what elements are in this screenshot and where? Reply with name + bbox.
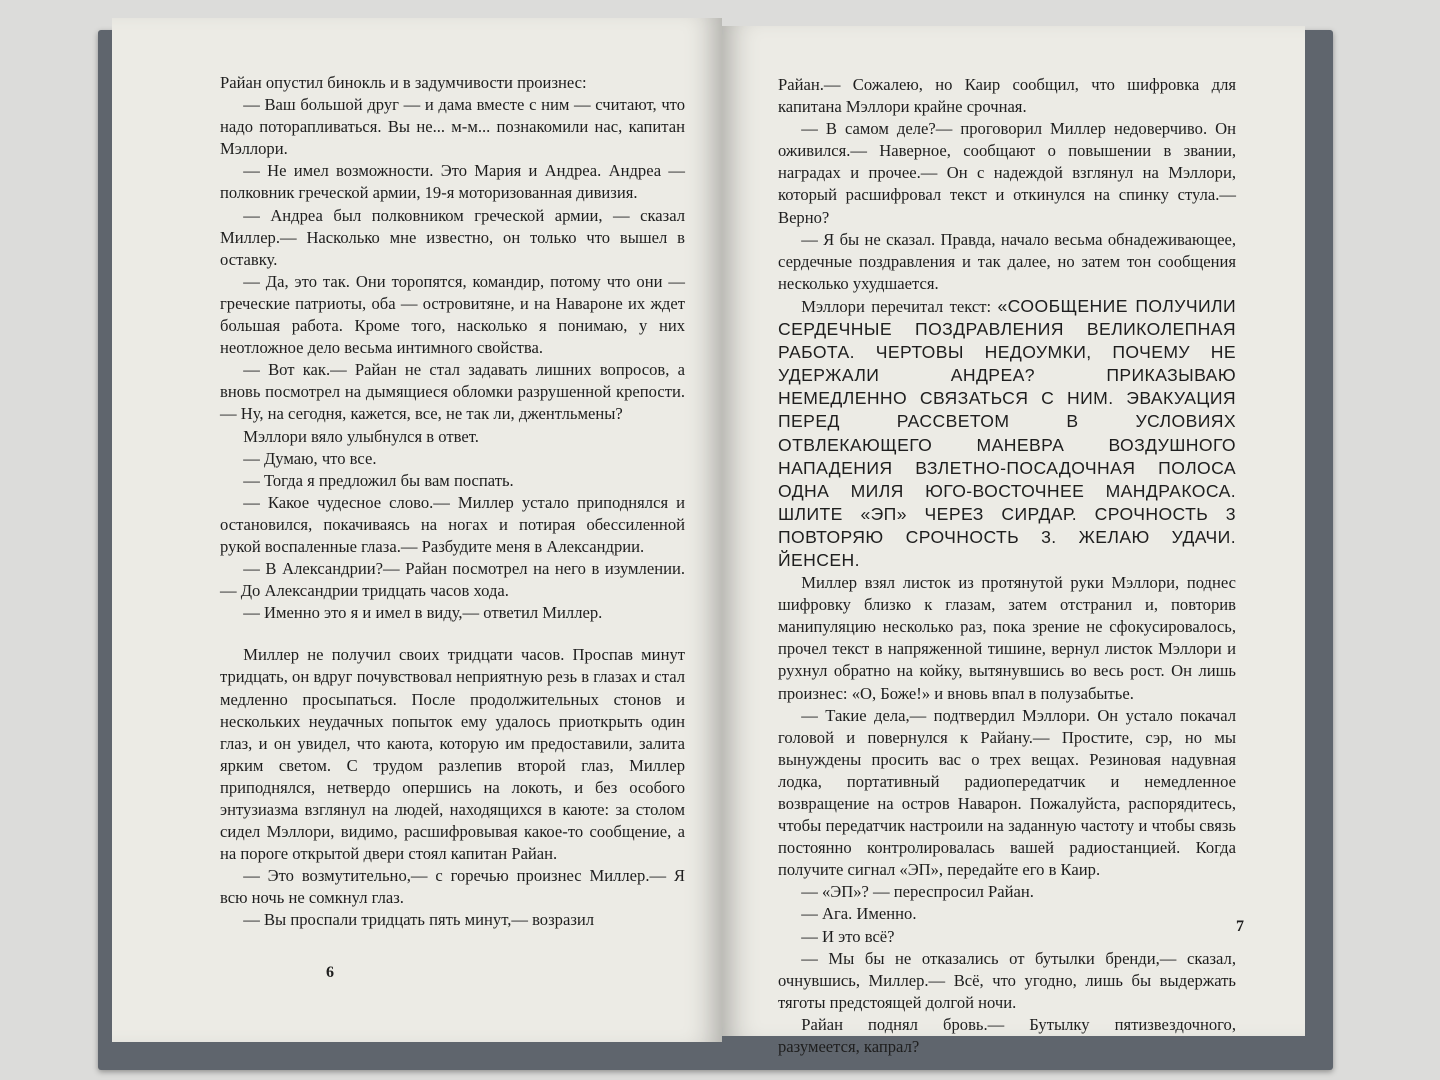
paragraph: — Такие дела,— подтвердил Мэллори. Он устало покачал головой и повернулся к Райану.— Простите, сэр, но мы вынуждены просить вас о трех вещах. Резиновая надувная лодка, портативный радиопередатчик и немедленное возвращение на остров Наварон. Пожалуйста, распорядитесь, чтобы передатчик настроили на заданную частоту и чтобы связь постоянно контролировалась вашей радиостанцией. Когда получите сигнал «ЭП», передайте его в Каир. — [778, 705, 1236, 880]
paragraph: — Ага. Именно. — [801, 904, 917, 924]
paragraph: — Андреа был полковником греческой армии, — сказал Миллер.— Насколько мне известно, он только что вышел в оставку. — [220, 205, 685, 269]
telegram-text: «СООБЩЕНИЕ ПОЛУЧИЛИ СЕРДЕЧНЫЕ ПОЗДРАВЛЕНИЯ ВЕЛИКОЛЕПНАЯ РАБОТА. ЧЕРТОВЫ НЕДОУМКИ, ПОЧЕМУ НЕ УДЕРЖАЛИ АНДРЕА? ПРИКАЗЫВАЮ НЕМЕДЛЕННО СВЯЗАТЬСЯ С НИМ. ЭВАКУАЦИЯ ПЕРЕД РАССВЕТОМ В УСЛОВИЯХ ОТВЛЕКАЮЩЕГО МАНЕВРА ВОЗДУШНОГО НАПАДЕНИЯ ВЗЛЕТНО-ПОСАДОЧНАЯ ПОЛОСА ОДНА МИЛЯ ЮГО-ВОСТОЧНЕЕ МАНДРАКОСА. ШЛИТЕ «ЭП» ЧЕРЕЗ СИРДАР. СРОЧНОСТЬ 3 ПОВТОРЯЮ СРОЧНОСТЬ 3. ЖЕЛАЮ УДАЧИ. ЙЕНСЕН. — [778, 295, 1236, 570]
telegram-intro: Мэллори перечитал текст: — [801, 296, 998, 316]
paragraph: — Какое чудесное слово.— Миллер устало приподнялся и остановился, покачиваясь на ногах и потирая обессиленной рукой воспаленные глаза.— Разбудите меня в Александрии. — [220, 492, 685, 556]
paragraph: Миллер не получил своих тридцати часов. Проспав минут тридцать, он вдруг почувствовал неприятную резь в глазах и стал медленно просыпаться. После продолжительных стонов и нескольких неудачных попыток ему удалось приоткрыть один глаз, и он увидел, что каюта, которую им предоставили, залита ярким светом. С трудом разлепив второй глаз, Миллер приподнялся, нетвердо опершись на локоть, и без особого энтузиазма взглянул на людей, находящихся в каюте: за столом сидел Мэллори, видимо, расшифровывая какое-то сообщение, а на пороге открытой двери стоял капитан Райан. — [220, 645, 685, 864]
paragraph: — Да, это так. Они торопятся, командир, потому что они — греческие патриоты, оба — островитяне, и на Навароне их ждет большая работа. Кроме того, насколько я понимаю, у них неотложное дело весьма интимного свойства. — [220, 271, 685, 358]
paragraph: Райан.— Сожалею, но Каир сообщил, что шифровка для капитана Мэллори крайне срочная. — [778, 75, 1236, 117]
page-number: 7 — [1236, 918, 1244, 935]
paragraph: — Вот как.— Райан не стал задавать лишних вопросов, а вновь посмотрел на дымящиеся обломки разрушенной крепости.— Ну, на сегодня, кажется, все, не так ли, джентльмены? — [220, 360, 685, 424]
paragraph: — И это всё? — [801, 926, 895, 946]
paragraph: — Мы бы не отказались от бутылки бренди,— сказал, очнувшись, Миллер.— Всё, что угодно, лишь бы выдержать тяготы предстоящей долгой ночи. — [778, 948, 1236, 1012]
paragraph: Райан поднял бровь.— Бутылку пятизвездочного, разумеется, капрал? — [778, 1014, 1236, 1057]
paragraph: — Я бы не сказал. Правда, начало весьма обнадеживающее, сердечные поздравления и так далее, но затем тон сообщения несколько ухудшается. — [778, 229, 1236, 293]
paragraph: — Не имел возможности. Это Мария и Андреа. Андреа — полковник греческой армии, 19-я моторизованная дивизия. — [220, 161, 685, 203]
paragraph: — В самом деле?— проговорил Миллер недоверчиво. Он оживился.— Наверное, сообщают о повышении в звании, наградах и прочее.— Он с надеждой взглянул на Мэллори, который расшифровал текст и откинулся на спинку стула.— Верно? — [778, 119, 1236, 227]
paragraph: — Тогда я предложил бы вам поспать. — [243, 470, 514, 490]
paragraph: — Думаю, что все. — [243, 448, 377, 468]
paragraph: — Это возмутительно,— с горечью произнес Миллер.— Я всю ночь не сомкнул глаз. — [220, 866, 685, 908]
paragraph: Миллер взял листок из протянутой руки Мэллори, поднес шифровку близко к глазам, затем отстранил и, повторив манипуляцию несколько раз, пока зрение не сфокусировалось, прочел текст в напряженной тишине, вернул листок Мэллори и рухнул обратно на койку, вытянувшись во весь рост. Он лишь произнес: «О, Боже!» и вновь впал в полузабытье. — [778, 573, 1236, 703]
paragraph: Райан опустил бинокль и в задумчивости произнес: — [220, 73, 587, 92]
page-number: 6 — [326, 964, 334, 981]
paragraph: Мэллори вяло улыбнулся в ответ. — [243, 426, 479, 446]
right-text-column — [778, 74, 1236, 1058]
right-page — [722, 26, 1305, 1057]
paragraph: — Ваш большой друг — и дама вместе с ним — считают, что надо поторапливаться. Вы не... м-м... познакомили нас, капитан Мэллори. — [220, 95, 685, 159]
telegram-paragraph — [778, 295, 1236, 572]
left-page — [112, 18, 722, 1042]
left-text-column — [220, 72, 685, 932]
paragraph: — В Александрии?— Райан посмотрел на него в изумлении.— До Александрии тридцать часов хода. — [220, 559, 685, 601]
paragraph: — Именно это я и имел в виду,— ответил Миллер. — [243, 603, 603, 623]
paragraph: — Вы проспали тридцать пять минут,— возразил — [243, 910, 595, 930]
paragraph: — «ЭП»? — переспросил Райан. — [801, 882, 1034, 902]
